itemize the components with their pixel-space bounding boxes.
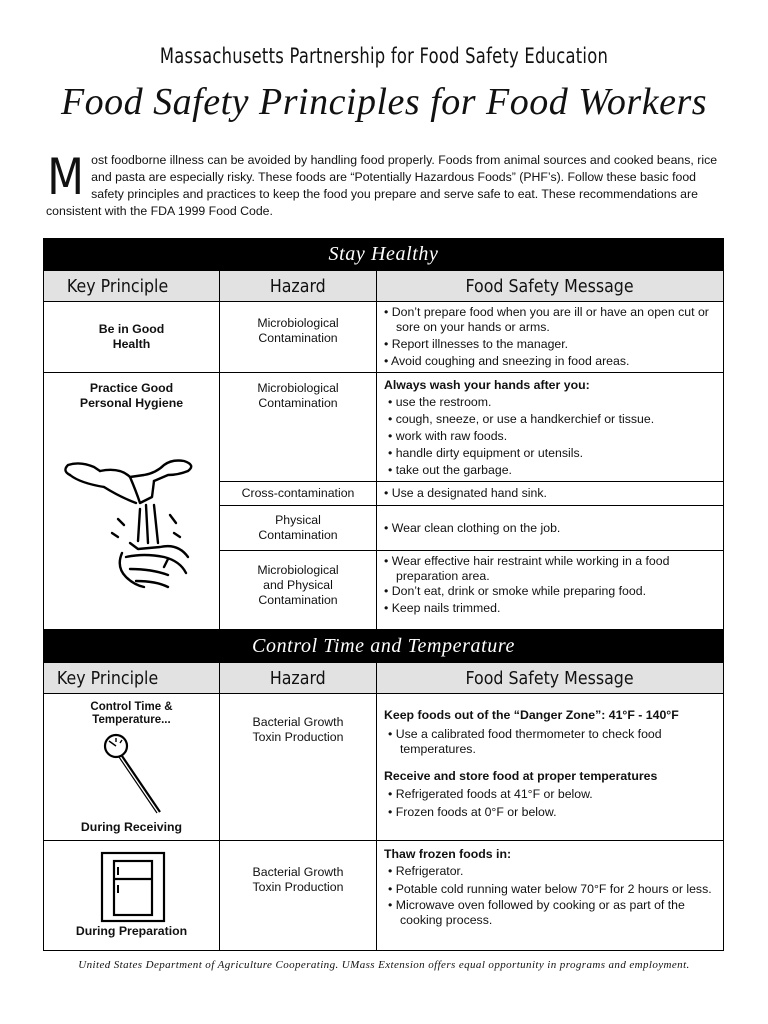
refrigerator-icon: [100, 851, 166, 923]
intro-text: ost foodborne illness can be avoided by handling food properly. Foods from animal sources and cooked beans, rice and pasta are especially risky. These foods are “Potentially Hazardous Foods” (PHF’s). Follow these basic food safety principles and practices to keep the food you prepare and serve safe to eat. These recommendations are consistent with the FDA 1999 Food Code.: [46, 153, 718, 218]
message-heading: Thaw frozen foods in:: [384, 847, 512, 861]
message-item: • cough, sneeze, or use a handkerchief or tissue.: [388, 412, 655, 426]
table-row: [44, 373, 724, 482]
footer-note: United States Department of Agriculture Cooperating. UMass Extension offers equal opportunity in programs and employment.: [78, 959, 690, 971]
caption-during-receiving: During Receiving: [80, 820, 183, 834]
message-item: • handle dirty equipment or utensils.: [388, 446, 584, 460]
message-heading: Always wash your hands after you:: [384, 378, 590, 392]
principle-personal-hygiene: Practice Good Personal Hygiene: [79, 381, 184, 410]
principle-control-time: Control Time & Temperature...: [90, 701, 173, 726]
hazard-cell: Physical Contamination: [220, 506, 377, 551]
col-message: Food Safety Message: [377, 663, 724, 694]
message-cell: [377, 482, 724, 506]
principle-receiving-cell: [44, 694, 220, 841]
section-title-stay-healthy: Stay Healthy: [44, 239, 724, 271]
message-cell: [377, 373, 724, 482]
message-cell: [377, 302, 724, 373]
message-item: • Potable cold running water below 70°F for 2 hours or less.: [388, 882, 712, 896]
hand-washing-icon: [60, 457, 206, 593]
hazard-cell: Microbiological Contamination: [220, 302, 377, 373]
hazard-cell: Bacterial Growth Toxin Production: [220, 841, 377, 951]
message-cell: [377, 841, 724, 951]
message-item: • Don’t eat, drink or smoke while preparing food.: [384, 584, 646, 598]
message-item: • Wear clean clothing on the job.: [384, 520, 561, 535]
control-time-temperature-table: [43, 630, 724, 951]
message-cell: [377, 551, 724, 630]
col-key-principle: Key Principle: [44, 271, 220, 302]
organization-name: Massachusetts Partnership for Food Safety Education: [159, 44, 609, 68]
message-item: • Wear effective hair restraint while working in a food preparation area.: [384, 554, 670, 583]
col-message: Food Safety Message: [377, 271, 724, 302]
principle-hygiene-cell: [44, 373, 220, 630]
col-hazard: Hazard: [220, 271, 377, 302]
page-title: Food Safety Principles for Food Workers: [60, 81, 708, 123]
drop-cap: M: [47, 148, 84, 206]
message-item: • Frozen foods at 0°F or below.: [388, 805, 557, 819]
message-item: • use the restroom.: [388, 395, 492, 409]
col-key-principle: Key Principle: [44, 663, 220, 694]
message-cell: [377, 506, 724, 551]
principle-preparation-cell: [44, 841, 220, 951]
message-heading: Receive and store food at proper temperatures: [384, 769, 658, 783]
message-item: • Report illnesses to the manager.: [384, 337, 569, 351]
message-item: • Use a calibrated food thermometer to check food temperatures.: [388, 727, 662, 756]
hazard-cell: Cross-contamination: [220, 482, 377, 506]
col-hazard: Hazard: [220, 663, 377, 694]
message-item: • Don’t prepare food when you are ill or have an open cut or sore on your hands or arms.: [384, 305, 709, 334]
principle-good-health: Be in Good Health: [44, 302, 220, 373]
message-item: • Avoid coughing and sneezing in food areas.: [384, 354, 630, 368]
table-row: [44, 694, 724, 841]
hazard-cell: Bacterial Growth Toxin Production: [220, 694, 377, 841]
message-item: • take out the garbage.: [388, 463, 512, 477]
caption-during-preparation: During Preparation: [75, 924, 188, 938]
message-item: • Refrigerated foods at 41°F or below.: [388, 787, 593, 801]
message-item: • Microwave oven followed by cooking or as part of the cooking process.: [388, 898, 685, 927]
message-item: • Refrigerator.: [388, 864, 464, 878]
table-row: [44, 302, 724, 373]
message-cell: [377, 694, 724, 841]
intro-paragraph: [46, 148, 722, 220]
table-row: [44, 841, 724, 951]
section-title-control-time: Control Time and Temperature: [44, 631, 724, 663]
stay-healthy-table: [43, 238, 724, 630]
message-item: • Keep nails trimmed.: [384, 601, 501, 615]
message-heading: Keep foods out of the “Danger Zone”: 41°F - 140°F: [384, 708, 679, 722]
hazard-cell: Microbiological Contamination: [220, 373, 377, 482]
hazard-cell: Microbiological and Physical Contamination: [220, 551, 377, 630]
thermometer-icon: [94, 732, 174, 816]
message-item: • Use a designated hand sink.: [384, 486, 547, 500]
message-item: • work with raw foods.: [388, 429, 508, 443]
